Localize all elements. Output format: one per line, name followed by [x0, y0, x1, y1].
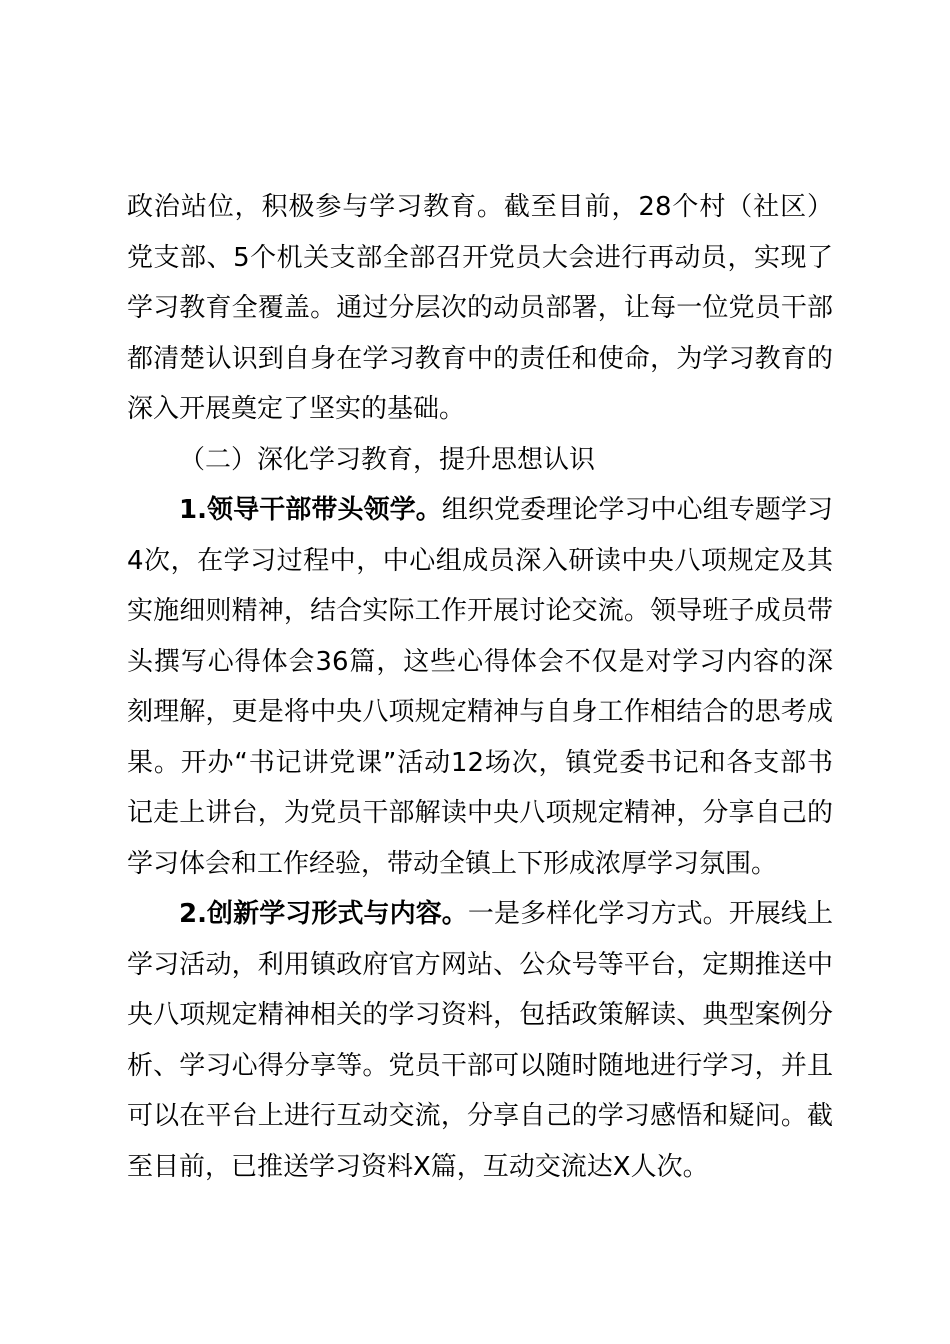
paragraph-innovation: [127, 889, 833, 1192]
paragraph-lead-title: 2.创新学习形式与内容。: [179, 899, 468, 929]
paragraph-body: 组织党委理论学习中心组专题学习4次，在学习过程中，中心组成员深入研读中央八项规定及其实施细则精神，结合实际工作开展讨论交流。领导班子成员带头撰写心得体会36篇，这些心得体会不仅是对学习内容的深刻理解，更是将中央八项规定精神与自身工作相结合的思考成果。开办“书记讲党课”活动12场次，镇党委书记和各支部书记走上讲台，为党员干部解读中央八项规定精神，分享自己的学习体会和工作经验，带动全镇上下形成浓厚学习氛围。: [127, 495, 833, 879]
paragraph-continuation: 政治站位，积极参与学习教育。截至目前，28个村（社区）党支部、5个机关支部全部召开党员大会进行再动员，实现了学习教育全覆盖。通过分层次的动员部署，让每一位党员干部都清楚认识到自身在学习教育中的责任和使命，为学习教育的深入开展奠定了坚实的基础。: [127, 192, 833, 424]
section-heading: （二）深化学习教育，提升思想认识: [179, 444, 596, 475]
paragraph-lead-title: 1.领导干部带头领学。: [179, 495, 442, 525]
paragraph-leaders-study: [127, 485, 833, 889]
document-page: [127, 182, 833, 1192]
paragraph-body: 一是多样化学习方式。开展线上学习活动，利用镇政府官方网站、公众号等平台，定期推送中央八项规定精神相关的学习资料，包括政策解读、典型案例分析、学习心得分享等。党员干部可以随时随地进行学习，并且可以在平台上进行互动交流，分享自己的学习感悟和疑问。截至目前，已推送学习资料X篇，互动交流达X人次。: [127, 899, 833, 1182]
